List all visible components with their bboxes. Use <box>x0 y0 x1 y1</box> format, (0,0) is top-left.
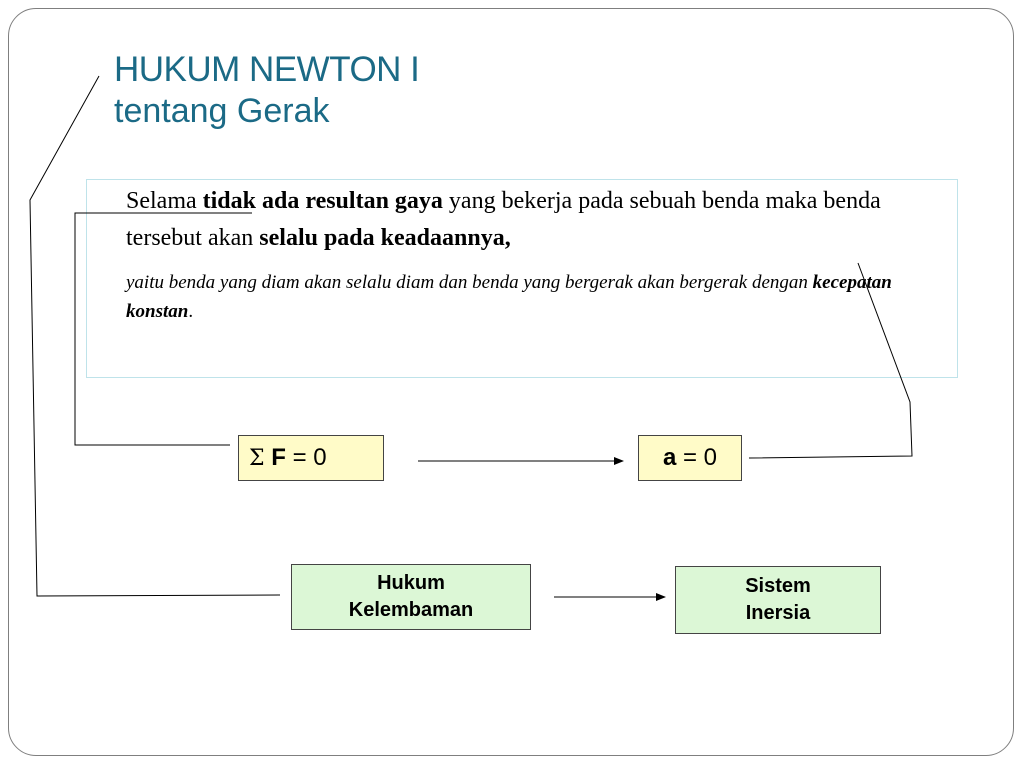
accel-equation-rest: = 0 <box>676 444 718 471</box>
para2-text-1: yaitu benda yang diam akan selalu diam dan benda yang bergerak akan bergerak dengan <box>126 272 813 293</box>
para2-bold: kecepatan konstan <box>126 272 892 322</box>
force-variable: F <box>271 444 286 471</box>
force-equation-rest: = 0 <box>285 444 327 471</box>
para1-text-2: yang bekerja pada sebuah benda maka benda tersebut akan <box>126 188 881 251</box>
acceleration-equation-box <box>638 435 742 481</box>
sum-force-equation-box <box>238 435 384 481</box>
para2-text-2: . <box>188 301 194 322</box>
sigma-symbol: Σ <box>249 445 265 471</box>
hukum-line-2: Kelembaman <box>348 599 474 621</box>
hukum-line-1: Hukum <box>377 572 445 594</box>
title-line-2: tentang Gerak <box>114 92 330 131</box>
accel-variable: a <box>662 444 677 471</box>
para1-bold-2: selalu pada keadaannya, <box>259 225 511 251</box>
sistem-line-2: Inersia <box>745 602 811 624</box>
sistem-line-1: Sistem <box>745 575 811 597</box>
title-line-1: HUKUM NEWTON I <box>114 50 420 89</box>
sistem-inersia-box <box>675 566 881 634</box>
para1-text-1: Selama <box>126 188 203 214</box>
connector-text-to-sum-f <box>75 213 252 445</box>
connector-title-to-hukum <box>30 76 280 596</box>
para1-bold-1: tidak ada resultan gaya <box>202 188 443 214</box>
hukum-kelembaman-box <box>291 564 531 630</box>
connector-text-to-a <box>749 263 912 458</box>
